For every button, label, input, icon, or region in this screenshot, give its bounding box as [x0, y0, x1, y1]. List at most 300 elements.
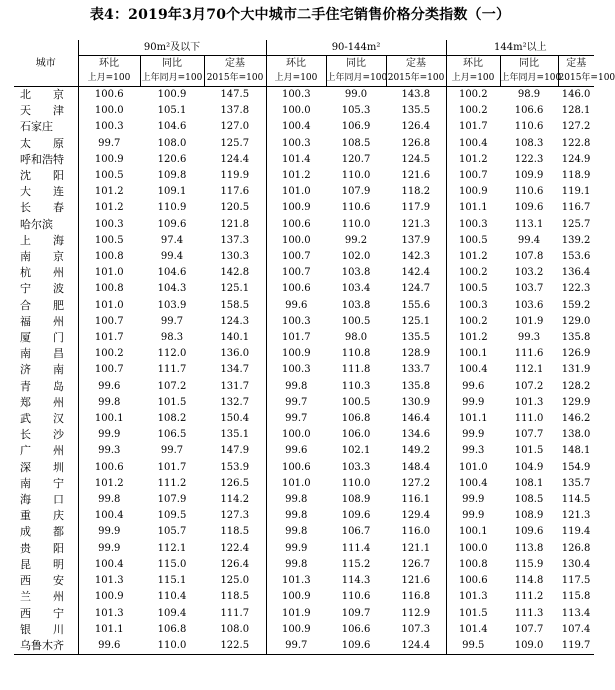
mom-large: 100.5	[446, 281, 500, 297]
yoy-large: 110.6	[514, 186, 544, 198]
base-large: 148.1	[561, 445, 591, 457]
city-name: 福 州	[20, 314, 64, 328]
base-mid: 130.9	[401, 396, 431, 408]
city-name: 西 安	[20, 574, 64, 588]
yoy-mid: 108.9	[341, 494, 371, 506]
table-row	[14, 443, 594, 459]
mom-small: 101.0	[78, 298, 140, 314]
base-large: 122.8	[561, 137, 591, 149]
city-name: 厦 门	[20, 331, 64, 345]
base-large: 116.7	[561, 202, 591, 214]
base-large: 107.4	[561, 623, 591, 635]
table-row	[14, 184, 594, 200]
yoy-mid: 103.3	[341, 461, 371, 473]
city-name: 杭 州	[20, 266, 64, 280]
yoy-small: 97.4	[160, 234, 184, 246]
base-mid: 135.8	[401, 380, 431, 392]
base-small: 125.0	[220, 575, 250, 587]
mom-large: 100.2	[446, 103, 500, 119]
base-mid: 121.1	[401, 542, 431, 554]
base-small: 119.9	[220, 170, 250, 182]
city-name: 银 川	[20, 622, 64, 636]
yoy-small: 109.5	[157, 510, 187, 522]
yoy-large: 99.4	[517, 234, 541, 246]
mom-small: 100.7	[78, 314, 140, 330]
base-label: 2015年=100	[558, 71, 594, 87]
mom-large: 100.1	[446, 346, 500, 362]
yoy-large: 99.3	[517, 332, 541, 344]
base-large: 131.9	[561, 364, 591, 376]
mom-mid: 99.7	[266, 638, 326, 655]
mom-small: 101.2	[78, 200, 140, 216]
base-large: 124.9	[561, 153, 591, 165]
base-label: 上月=100	[78, 71, 140, 87]
base-mid: 124.5	[401, 153, 431, 165]
base-large: 119.1	[561, 186, 591, 198]
base-small: 108.0	[220, 623, 250, 635]
mom-small: 100.8	[78, 249, 140, 265]
base-label: 上年同月=100	[140, 71, 204, 87]
yoy-mid: 105.3	[341, 105, 371, 117]
yoy-mid: 114.3	[341, 575, 371, 587]
base-label: 上年同月=100	[500, 71, 558, 87]
yoy-mid: 110.0	[341, 218, 371, 230]
base-small: 127.0	[220, 121, 250, 133]
base-small: 137.3	[220, 234, 250, 246]
table-row	[14, 557, 594, 573]
city-name: 北 京	[20, 88, 64, 101]
base-small: 135.1	[220, 429, 250, 441]
yoy-mid: 110.0	[341, 170, 371, 182]
yoy-large: 101.5	[514, 445, 544, 457]
city-name: 沈 阳	[20, 169, 64, 183]
yoy-large: 98.9	[517, 89, 541, 100]
mom-mid: 100.3	[266, 136, 326, 152]
mom-large: 100.2	[446, 314, 500, 330]
yoy-mid: 106.0	[341, 429, 371, 441]
mom-small: 99.9	[78, 541, 140, 557]
mom-mid: 100.6	[266, 217, 326, 233]
base-mid: 134.6	[401, 429, 431, 441]
mom-mid: 100.0	[266, 103, 326, 119]
yoy-small: 110.0	[140, 638, 204, 655]
mom-large: 100.4	[446, 362, 500, 378]
table-body	[14, 87, 594, 655]
mom-small: 99.3	[78, 443, 140, 459]
base-small: 142.8	[220, 267, 250, 279]
table-row	[14, 265, 594, 281]
base-small: 137.8	[220, 105, 250, 117]
mom-mid: 100.6	[266, 281, 326, 297]
yoy-small: 109.6	[157, 218, 187, 230]
base-large: 125.7	[561, 218, 591, 230]
mom-small: 100.6	[78, 87, 140, 104]
yoy-large: 110.6	[514, 121, 544, 133]
mom-small: 101.0	[78, 265, 140, 281]
table-row	[14, 492, 594, 508]
base-large: 138.0	[561, 429, 591, 441]
page-title: 表4：2019年3月70个大中城市二手住宅销售价格分类指数（一）	[89, 7, 511, 23]
base-mid: 121.6	[401, 575, 431, 587]
yoy-small: 104.3	[157, 283, 187, 295]
yoy-small: 99.4	[160, 251, 184, 263]
mom-small: 101.1	[78, 622, 140, 638]
base-mid: 126.8	[401, 137, 431, 149]
table-row	[14, 249, 594, 265]
base-small: 124.3	[220, 315, 250, 327]
table-row	[14, 606, 594, 622]
base-mid: 149.2	[401, 445, 431, 457]
mom-large: 101.0	[446, 460, 500, 476]
table-row	[14, 346, 594, 362]
base-mid: 124.7	[401, 283, 431, 295]
mom-small: 99.9	[78, 427, 140, 443]
mom-small: 100.9	[78, 152, 140, 168]
mom-mid: 99.8	[266, 492, 326, 508]
yoy-large: 109.9	[514, 170, 544, 182]
mom-large: 100.5	[446, 233, 500, 249]
mom-mid: 99.7	[266, 395, 326, 411]
base-mid: 126.7	[401, 558, 431, 570]
yoy-mid: 100.5	[341, 315, 371, 327]
mom-mid: 100.9	[266, 200, 326, 216]
yoy-large: 111.2	[514, 591, 544, 603]
yoy-mid: 106.9	[341, 121, 371, 133]
city-name: 乌鲁木齐	[14, 638, 78, 655]
mom-large: 100.4	[446, 476, 500, 492]
yoy-mid: 102.1	[341, 445, 371, 457]
table-row	[14, 589, 594, 605]
yoy-mid: 110.8	[341, 348, 371, 360]
city-name: 哈尔滨	[20, 217, 53, 231]
table-row	[14, 541, 594, 557]
mom-large: 100.2	[446, 87, 500, 104]
mom-large: 101.4	[446, 622, 500, 638]
yoy-mid: 111.8	[341, 364, 371, 376]
mom-large: 99.6	[446, 379, 500, 395]
city-name: 成 都	[20, 525, 64, 539]
yoy-small: 106.8	[157, 623, 187, 635]
yoy-large: 101.9	[514, 315, 544, 327]
sub-header-mom: 环比	[78, 56, 140, 72]
table-row	[14, 233, 594, 249]
yoy-mid: 120.7	[341, 153, 371, 165]
base-mid: 133.7	[401, 364, 431, 376]
base-label: 上月=100	[266, 71, 326, 87]
table-row	[14, 152, 594, 168]
base-mid: 116.8	[401, 591, 431, 603]
base-small: 132.7	[220, 396, 250, 408]
table-row	[14, 508, 594, 524]
city-name: 长 沙	[20, 428, 64, 442]
base-mid: 137.9	[401, 234, 431, 246]
base-large: 118.9	[561, 170, 591, 182]
base-large: 113.4	[561, 607, 591, 619]
mom-large: 99.5	[446, 638, 500, 655]
base-small: 158.5	[220, 299, 250, 311]
yoy-large: 107.7	[514, 623, 544, 635]
table-row	[14, 330, 594, 346]
sub-header-base: 定基	[386, 56, 446, 72]
mom-large: 100.9	[446, 184, 500, 200]
table-row	[14, 168, 594, 184]
mom-large: 99.9	[446, 508, 500, 524]
yoy-small: 115.0	[157, 558, 187, 570]
sub-header-yoy: 同比	[140, 56, 204, 72]
mom-large: 101.7	[446, 119, 500, 135]
base-large: 119.4	[561, 526, 591, 538]
yoy-large: 101.3	[514, 396, 544, 408]
mom-mid: 99.9	[266, 541, 326, 557]
mom-mid: 101.4	[266, 152, 326, 168]
base-mid: 142.3	[401, 251, 431, 263]
yoy-large: 111.0	[514, 413, 544, 425]
base-label: 上月=100	[446, 71, 500, 87]
base-large: 154.9	[561, 461, 591, 473]
yoy-small: 105.1	[157, 105, 187, 117]
city-name: 广 州	[20, 444, 64, 458]
yoy-small: 99.7	[160, 315, 184, 327]
mom-small: 99.9	[78, 524, 140, 540]
yoy-large: 107.2	[514, 380, 544, 392]
yoy-small: 120.6	[157, 153, 187, 165]
base-small: 147.9	[220, 445, 250, 457]
sub-header-yoy: 同比	[500, 56, 558, 72]
table-row	[14, 638, 594, 655]
table-row	[14, 87, 594, 104]
base-mid: 155.6	[401, 299, 431, 311]
mom-large: 100.7	[446, 168, 500, 184]
base-small: 120.5	[220, 202, 250, 214]
mom-large: 99.3	[446, 443, 500, 459]
mom-small: 99.6	[78, 638, 140, 655]
base-small: 111.7	[220, 607, 250, 619]
yoy-large: 108.5	[514, 494, 544, 506]
base-mid: 121.3	[401, 218, 431, 230]
group-header-mid: 90-144m²	[266, 40, 446, 56]
yoy-mid: 99.2	[344, 234, 368, 246]
table-row	[14, 298, 594, 314]
city-name: 长 春	[20, 201, 64, 215]
yoy-large: 111.6	[514, 348, 544, 360]
table-row	[14, 136, 594, 152]
yoy-small: 106.5	[157, 429, 187, 441]
mom-small: 100.8	[78, 281, 140, 297]
mom-large: 100.1	[446, 524, 500, 540]
yoy-mid: 106.7	[341, 526, 371, 538]
base-large: 129.0	[561, 315, 591, 327]
mom-mid: 99.6	[266, 298, 326, 314]
yoy-small: 103.9	[157, 299, 187, 311]
base-small: 127.3	[220, 510, 250, 522]
base-large: 126.8	[561, 542, 591, 554]
yoy-mid: 110.6	[341, 591, 371, 603]
base-small: 121.8	[220, 218, 250, 230]
mom-mid: 99.6	[266, 443, 326, 459]
mom-mid: 100.7	[266, 249, 326, 265]
base-large: 128.2	[561, 380, 591, 392]
mom-small: 99.8	[78, 395, 140, 411]
base-large: 139.2	[561, 234, 591, 246]
city-name: 南 昌	[20, 347, 64, 361]
mom-large: 100.8	[446, 557, 500, 573]
table-row	[14, 395, 594, 411]
table-row	[14, 314, 594, 330]
mom-small: 99.6	[78, 379, 140, 395]
yoy-mid: 106.8	[341, 413, 371, 425]
yoy-mid: 110.0	[341, 477, 371, 489]
city-name: 太 原	[20, 136, 64, 150]
city-name: 呼和浩特	[20, 152, 64, 166]
yoy-large: 112.1	[514, 364, 544, 376]
city-name: 南 京	[20, 250, 64, 264]
mom-small: 100.1	[78, 411, 140, 427]
yoy-large: 113.1	[514, 218, 544, 230]
mom-small: 100.4	[78, 557, 140, 573]
base-mid: 124.4	[386, 638, 446, 655]
base-mid: 116.0	[401, 526, 431, 538]
yoy-small: 111.2	[157, 477, 187, 489]
base-small: 131.7	[220, 380, 250, 392]
yoy-large: 109.0	[500, 638, 558, 655]
mom-large: 101.2	[446, 330, 500, 346]
sub-header-base: 定基	[204, 56, 266, 72]
city-name: 济 南	[20, 363, 64, 377]
city-name: 兰 州	[20, 590, 64, 604]
price-index-table	[14, 40, 615, 655]
base-large: 146.2	[561, 413, 591, 425]
yoy-large: 115.9	[514, 558, 544, 570]
mom-small: 100.7	[78, 362, 140, 378]
city-name: 青 岛	[20, 379, 64, 393]
sub-header-mom: 环比	[446, 56, 500, 72]
mom-mid: 100.9	[266, 346, 326, 362]
base-small: 122.5	[204, 638, 266, 655]
mom-mid: 100.0	[266, 233, 326, 249]
city-name: 合 肥	[20, 298, 64, 312]
base-small: 150.4	[220, 413, 250, 425]
table-row	[14, 622, 594, 638]
mom-small: 100.6	[78, 460, 140, 476]
base-small: 117.6	[220, 186, 250, 198]
base-mid: 128.9	[401, 348, 431, 360]
yoy-large: 114.8	[514, 575, 544, 587]
yoy-large: 111.3	[514, 607, 544, 619]
yoy-small: 100.9	[157, 89, 187, 100]
group-header-small: 90m²及以下	[78, 40, 266, 56]
city-name: 天 津	[20, 104, 64, 118]
city-name: 海 口	[20, 493, 64, 507]
city-name: 南 宁	[20, 476, 64, 490]
city-name: 昆 明	[20, 557, 64, 571]
mom-mid: 100.9	[266, 622, 326, 638]
yoy-small: 110.4	[157, 591, 187, 603]
base-mid: 121.6	[401, 170, 431, 182]
base-label: 上年同月=100	[326, 71, 386, 87]
base-small: 114.2	[220, 494, 250, 506]
mom-small: 100.3	[78, 217, 140, 233]
yoy-small: 107.2	[157, 380, 187, 392]
yoy-large: 113.8	[514, 542, 544, 554]
mom-mid: 101.9	[266, 606, 326, 622]
base-small: 130.3	[220, 251, 250, 263]
base-large: 153.6	[561, 251, 591, 263]
mom-large: 100.3	[446, 298, 500, 314]
yoy-large: 108.3	[514, 137, 544, 149]
table-row	[14, 200, 594, 216]
base-large: 130.4	[561, 558, 591, 570]
yoy-large: 108.1	[514, 477, 544, 489]
city-name: 贵 阳	[20, 541, 64, 555]
mom-mid: 99.8	[266, 508, 326, 524]
yoy-large: 103.6	[514, 299, 544, 311]
base-mid: 112.9	[401, 607, 431, 619]
yoy-mid: 98.0	[344, 332, 368, 344]
base-label: 2015年=100	[204, 71, 266, 87]
mom-large: 101.2	[446, 152, 500, 168]
base-label: 2015年=100	[386, 71, 446, 87]
base-large: 128.1	[561, 105, 591, 117]
base-mid: 148.4	[401, 461, 431, 473]
yoy-mid: 111.4	[341, 542, 371, 554]
base-mid: 129.4	[401, 510, 431, 522]
base-small: 125.7	[220, 137, 250, 149]
table-row	[14, 573, 594, 589]
yoy-large: 109.6	[514, 526, 544, 538]
yoy-mid: 103.8	[341, 267, 371, 279]
mom-small: 100.9	[78, 589, 140, 605]
yoy-small: 109.4	[157, 607, 187, 619]
mom-large: 101.1	[446, 200, 500, 216]
mom-mid: 100.6	[266, 460, 326, 476]
mom-large: 101.2	[446, 249, 500, 265]
base-large: 117.5	[561, 575, 591, 587]
mom-mid: 100.9	[266, 589, 326, 605]
base-large: 114.5	[561, 494, 591, 506]
yoy-small: 104.6	[157, 121, 187, 133]
base-small: 126.4	[220, 558, 250, 570]
mom-large: 100.0	[446, 541, 500, 557]
city-name: 西 宁	[20, 606, 64, 620]
city-name: 郑 州	[20, 395, 64, 409]
mom-large: 100.6	[446, 573, 500, 589]
base-mid: 143.8	[401, 89, 431, 100]
base-small: 118.5	[220, 591, 250, 603]
table-row	[14, 460, 594, 476]
yoy-mid: 110.3	[341, 380, 371, 392]
mom-small: 99.8	[78, 492, 140, 508]
base-mid: 126.4	[401, 121, 431, 133]
yoy-large: 107.7	[514, 429, 544, 441]
base-small: 124.4	[220, 153, 250, 165]
base-mid: 116.1	[401, 494, 431, 506]
mom-large: 99.9	[446, 492, 500, 508]
yoy-mid: 115.2	[341, 558, 371, 570]
yoy-mid: 108.5	[341, 137, 371, 149]
yoy-large: 109.6	[514, 202, 544, 214]
base-mid: 107.3	[401, 623, 431, 635]
yoy-small: 111.7	[157, 364, 187, 376]
yoy-mid: 100.5	[341, 396, 371, 408]
mom-mid: 99.8	[266, 524, 326, 540]
mom-mid: 99.7	[266, 411, 326, 427]
base-mid: 142.4	[401, 267, 431, 279]
mom-large: 99.9	[446, 427, 500, 443]
yoy-small: 105.7	[157, 526, 187, 538]
yoy-mid: 99.0	[344, 89, 368, 100]
base-mid: 135.5	[401, 105, 431, 117]
base-small: 140.1	[220, 332, 250, 344]
